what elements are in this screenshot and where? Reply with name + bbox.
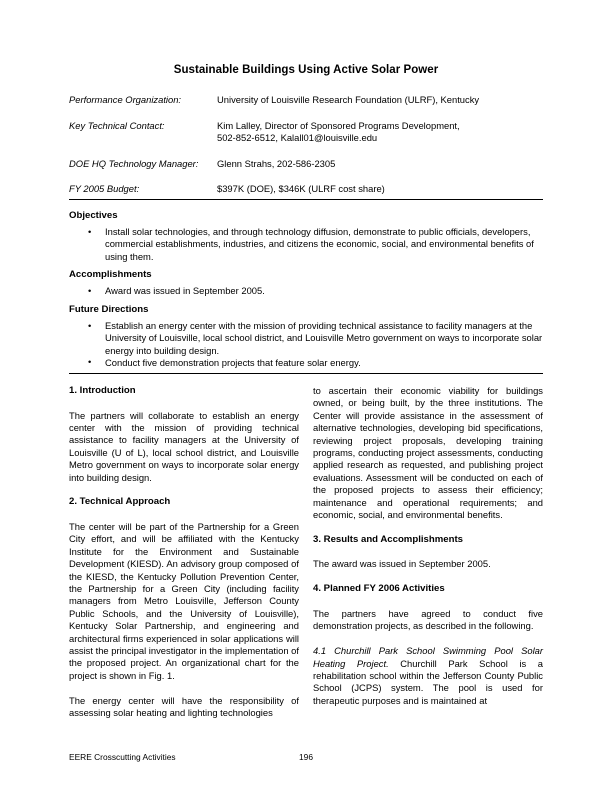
section-heading-objectives: Objectives	[69, 210, 118, 221]
accomplishments-list	[69, 285, 543, 297]
metadata-value-line: Kim Lalley, Director of Sponsored Programs Development,	[217, 119, 460, 131]
paragraph-introduction: The partners will collaborate to establish an energy center with the mission of providing technical assistance to facility managers at the University of Louisville (U of L), local school district, and Louisville Metro government on ways to incorporate solar energy into building design.	[69, 409, 299, 483]
project-41-body: Churchill Park School is a rehabilitation school within the Jefferson County Public School (JCPS) system. The pool is used for therapeutic purposes and is maintained at	[313, 657, 544, 706]
paragraph-planned: The partners have agreed to conduct five demonstration projects, as described in the following.	[313, 607, 543, 632]
metadata-value-line: University of Louisville Research Foundation (ULRF), Kentucky	[217, 94, 480, 105]
section-heading-future-directions: Future Directions	[69, 304, 149, 315]
footer-label: EERE Crosscutting Activities	[69, 752, 176, 762]
paragraph-project-41	[313, 645, 543, 707]
metadata-label: DOE HQ Technology Manager:	[69, 157, 199, 169]
metadata-label: Performance Organization:	[69, 94, 182, 105]
paragraph-results: The award was issued in September 2005.	[313, 558, 491, 570]
section-heading-accomplishments: Accomplishments	[69, 269, 152, 280]
metadata-value-line: Glenn Strahs, 202-586-2305	[217, 157, 336, 169]
metadata-label: FY 2005 Budget:	[69, 183, 140, 195]
metadata-value-line: $397K (DOE), $346K (ULRF cost share)	[217, 183, 385, 195]
metadata-row	[69, 94, 543, 107]
metadata-row	[69, 158, 543, 171]
paragraph-continuation: to ascertain their economic viability for buildings owned, or being built, by the three institutions. The Center will provide assistance in the assessment of alternative technologies, developing bid specifications, reviewing project proposals, developing training programs, conducting project assessments, conducting applied research as requested, and publishing project evaluations. Assessment will be conducted on each of the proposed projects to assess their efficiency; maintenance and operational requirements; and economic, social, and environmental benefits.	[313, 385, 543, 521]
metadata-block	[69, 94, 543, 209]
heading-technical-approach: 2. Technical Approach	[69, 496, 171, 508]
metadata-value	[217, 94, 543, 107]
list-item: • Award was issued in September 2005.	[69, 285, 543, 297]
project-41-title: 4.1 Churchill Park School Swimming Pool Solar Heating Project.	[313, 645, 543, 669]
page-title: Sustainable Buildings Using Active Solar Power	[173, 64, 439, 76]
heading-introduction: 1. Introduction	[69, 385, 136, 396]
body-column-left	[69, 385, 299, 720]
metadata-label: Key Technical Contact:	[69, 119, 165, 131]
metadata-value	[217, 120, 543, 145]
section-accomplishments	[69, 269, 543, 297]
section-objectives	[69, 210, 543, 263]
metadata-row	[69, 183, 543, 196]
future-directions-list	[69, 320, 543, 369]
list-item: • Install solar technologies, and through technology diffusion, demonstrate to public officials, developers, commercial establishments, industries, and citizens the economic, social, and environmental benefits of using them.	[69, 226, 543, 263]
heading-planned-activities: 4. Planned FY 2006 Activities	[313, 583, 445, 595]
horizontal-divider-top	[69, 199, 543, 200]
heading-results-accomplishments: 3. Results and Accomplishments	[313, 533, 463, 545]
body-column-right	[313, 385, 543, 707]
list-item: • Conduct five demonstration projects that feature solar energy.	[69, 357, 543, 369]
metadata-row	[69, 120, 543, 145]
paragraph-technical-approach-2: The energy center will have the responsibility of assessing solar heating and lighting technologies	[69, 694, 299, 719]
metadata-value-line: 502-852-6512, Kalall01@louisville.edu	[217, 132, 378, 144]
horizontal-divider-bottom	[69, 373, 543, 374]
paragraph-technical-approach-1: The center will be part of the Partnership for a Green City effort, and will be affiliated with the Kentucky Institute for the Environment and Sustainable Development (KIESD). An advisory group composed of the KIESD, the Kentucky Pollution Prevention Center, the Partnership for a Green City (including facility managers from Metro Louisville, Jefferson County Public Schools, and the University of Louisville), Kentucky Solar Partnership, and engineering and architectural firms experienced in solar applications will assist the principal investigator in the implementation of the proposed project. An organizational chart for the project is shown in Fig. 1.	[69, 520, 299, 681]
list-item: • Establish an energy center with the mission of providing technical assistance to facility managers at the University of Louisville, local school district, and Louisville Metro government on ways to incorporate solar energy into building design.	[69, 320, 543, 357]
metadata-value	[217, 158, 543, 171]
metadata-value	[217, 183, 543, 196]
footer-page-number: 196	[299, 752, 313, 762]
objectives-list	[69, 226, 543, 263]
section-future-directions	[69, 304, 543, 369]
